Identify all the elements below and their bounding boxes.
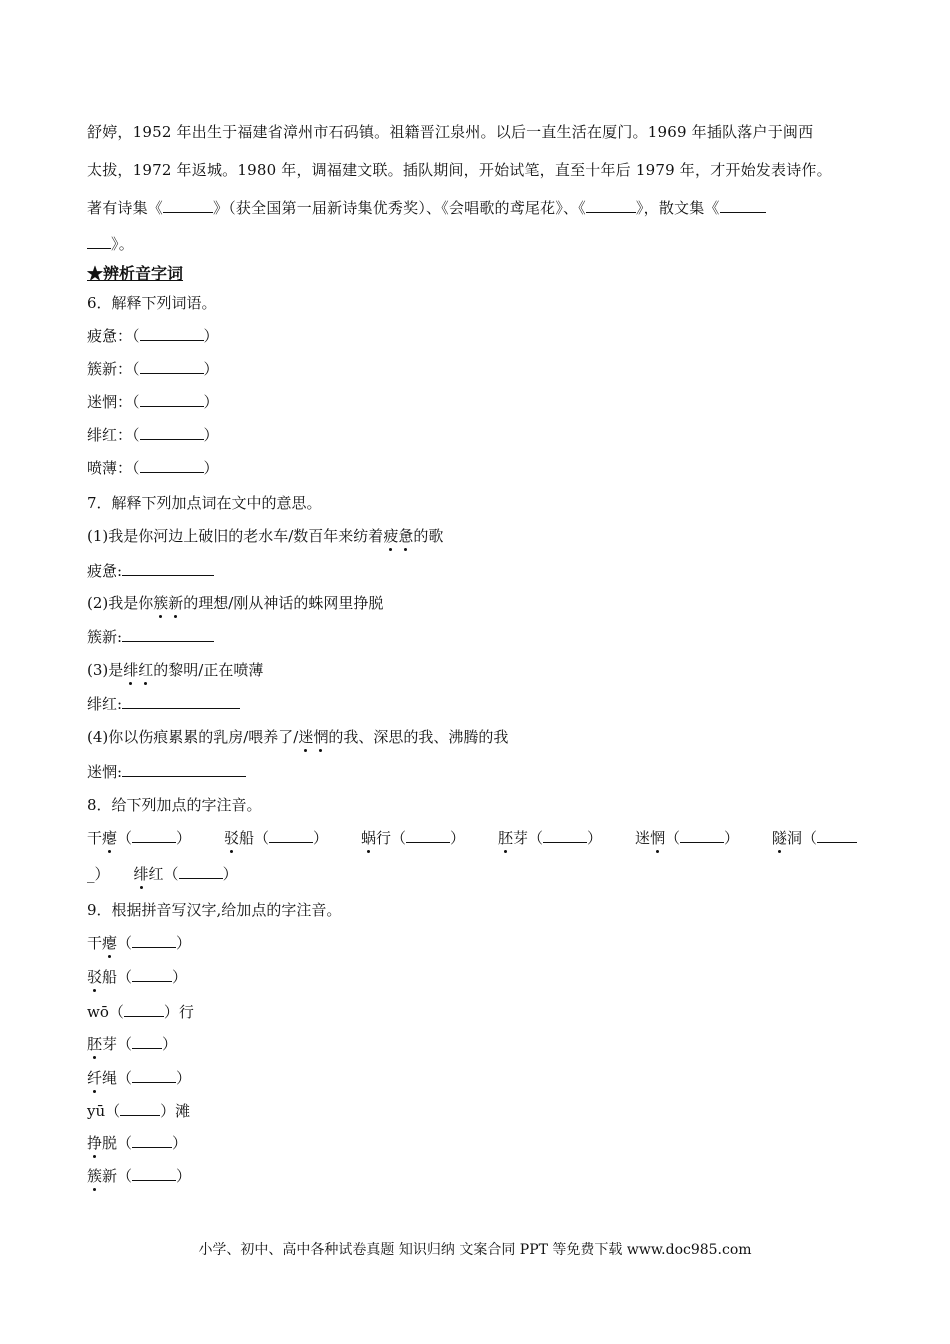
char: 船 [239,829,255,847]
answer-label: 簇新: [87,628,123,646]
paren-close: ） [203,459,219,477]
definition-item [87,392,219,412]
paren-close: ） [222,865,238,883]
pinyin-item [361,828,465,848]
definition-item [87,359,219,379]
paren-close: ） [162,1035,178,1053]
paren-close: ） [203,426,219,444]
answer-blank [543,828,587,843]
question-8-items-cont [87,864,238,884]
dotted-word [383,527,413,545]
dotted-word [383,527,413,545]
answer-blank [163,198,213,213]
paren-open: （ [117,934,133,952]
dotted-char: 惘 [649,829,665,847]
paren-close: ） [176,1069,192,1087]
dotted-char: 胚 [497,829,513,847]
intro-line-3 [87,198,766,218]
sentence-text: 的理想/刚从神话的蛛网里挣脱 [183,594,384,612]
paren-open: （ [527,829,543,847]
answer-blank [122,762,246,777]
answer-blank [132,1166,176,1181]
paren-open: （ [664,829,680,847]
answer-blank [140,392,204,407]
question-7-title: 7．解释下列加点词在文中的意思。 [87,494,322,512]
question-7-answer-2 [87,627,214,647]
char: 洞 [786,829,802,847]
sentence-text: (3)是 [87,661,124,679]
dotted-char: 隧 [771,829,787,847]
question-7-sentence-1 [87,526,443,546]
dotted-word [298,728,328,746]
char: 滩 [175,1102,191,1120]
paren-close: ） [203,327,219,345]
question-7-answer-3 [87,694,240,714]
dotted-char: 瘪 [102,829,118,847]
pinyin-item [772,828,857,848]
char: 船 [102,968,118,986]
char: 行 [178,1003,194,1021]
sentence-text: (1)我是你河边上破旧的老水车/数百年来纺着 [87,527,384,545]
answer-blank [720,198,766,213]
dotted-word [123,661,153,679]
paren-open: （ [132,327,140,345]
answer-blank [122,561,214,576]
intro-text: 》（获全国第一届新诗集优秀奖）、《会唱歌的鸢尾花》、《 [213,199,586,217]
dotted-char: 挣 [87,1134,103,1152]
question-7-answer-1 [87,561,214,581]
dotted-char: 新 [168,594,184,612]
definition-item [87,326,219,346]
paren-open: （ [391,829,407,847]
char: 干 [87,829,103,847]
paren-close: ） [203,393,219,411]
paren-close: ） [172,968,188,986]
sentence-text: 的我、深思的我、沸腾的我 [328,728,509,746]
answer-blank [269,828,313,843]
paren-open: （ [117,1069,133,1087]
question-7-sentence-4 [87,727,508,747]
question-6-title: 6．解释下列词语。 [87,294,217,312]
pinyin-item [87,1034,177,1054]
question-7-answer-4 [87,762,246,782]
answer-blank [132,967,172,982]
paren-open: （ [163,865,179,883]
paren-close: ） [176,934,192,952]
answer-blank [124,1002,164,1017]
pinyin-item [635,828,739,848]
dotted-word [153,594,183,612]
intro-line-1: 舒婷，1952 年出生于福建省漳州市石码镇。祖籍晋江泉州。以后一直生活在厦门。1969 年插队落户于闽西 [87,123,814,141]
char: 绳 [102,1069,118,1087]
dotted-char: 红 [138,661,154,679]
char: 脱 [102,1134,118,1152]
paren-open: （ [132,426,140,444]
definition-item [87,425,219,445]
dotted-char: 驳 [87,968,103,986]
answer-blank [140,359,204,374]
dotted-char: 驳 [223,829,239,847]
term-label: 绯红： [87,426,133,444]
paren-close: ） [723,829,739,847]
answer-label: 迷惘: [87,763,123,781]
underscore: _ [87,865,95,883]
dotted-char: 绯 [123,661,139,679]
char: 芽 [512,829,528,847]
pinyin-item [87,1101,190,1121]
answer-blank [179,864,223,879]
paren-open: （ [117,968,133,986]
answer-label: 绯红: [87,695,123,713]
term-label: 簇新： [87,360,133,378]
question-9-title: 9．根据拼音写汉字,给加点的字注音。 [87,901,342,919]
paren-open: （ [108,1003,124,1021]
paren-open: （ [801,829,817,847]
intro-text: 著有诗集《 [87,199,164,217]
paren-close: ） [160,1102,176,1120]
answer-blank [140,326,204,341]
answer-blank [132,1133,172,1148]
question-7-sentence-3 [87,660,263,680]
paren-close: ） [203,360,219,378]
pinyin-item [87,1133,187,1153]
pinyin-item [87,933,191,953]
answer-blank [122,694,240,709]
pinyin-item [87,1166,191,1186]
term-label: 疲惫： [87,327,133,345]
dotted-char: 惘 [313,728,329,746]
pinyin-item [224,828,328,848]
answer-blank [122,627,214,642]
question-7-sentence-2 [87,593,383,613]
answer-blank [817,828,857,843]
pinyin-item [498,828,602,848]
section-title: ★辨析音字词 [87,264,184,283]
paren-open: （ [117,1035,133,1053]
dotted-char: 胚 [87,1035,103,1053]
paren-close: ） [587,829,603,847]
paren-close: ） [450,829,466,847]
paren-close: ） [94,865,110,883]
sentence-text: (2)我是你 [87,594,154,612]
page-footer: 小学、初中、高中各种试卷真题 知识归纳 文案合同 PPT 等免费下载 www.doc985.com [198,1242,752,1258]
dotted-word [153,594,183,612]
pinyin-item [87,1068,191,1088]
char: yū [87,1102,106,1120]
dotted-char: 迷 [298,728,314,746]
dotted-word [298,728,328,746]
sentence-text: 的黎明/正在喷薄 [153,661,264,679]
sentence-text: 的歌 [413,527,444,545]
dotted-char: 簇 [87,1167,103,1185]
answer-blank [406,828,450,843]
paren-close: ） [313,829,329,847]
char: 干 [87,934,103,952]
answer-blank [586,198,636,213]
char: 行 [375,829,391,847]
question-8-items [87,828,857,848]
question-8-title: 8．给下列加点的字注音。 [87,796,262,814]
char: wō [87,1003,109,1021]
dotted-char: 惫 [398,527,414,545]
answer-blank [132,828,176,843]
dotted-char: 蜗 [360,829,376,847]
answer-blank [680,828,724,843]
paren-open: （ [117,1167,133,1185]
paren-open: （ [132,393,140,411]
char: 新 [102,1167,118,1185]
answer-blank [120,1101,160,1116]
answer-blank [140,425,204,440]
pinyin-item [87,1002,194,1022]
intro-text: 》，散文集《 [635,199,720,217]
paren-close: ） [172,1134,188,1152]
term-label: 喷薄： [87,459,133,477]
paren-open: （ [132,459,140,477]
answer-blank [132,1034,162,1049]
pinyin-item [87,828,191,848]
term-label: 迷惘： [87,393,133,411]
answer-blank [132,933,176,948]
paren-open: （ [254,829,270,847]
dotted-char: 簇 [153,594,169,612]
paren-open: （ [117,829,133,847]
pinyin-item [87,967,187,987]
char: 迷 [634,829,650,847]
paren-close: ） [176,829,192,847]
answer-blank [140,458,204,473]
char: 红 [148,865,164,883]
paren-close: ） [163,1003,179,1021]
dotted-char: 瘪 [102,934,118,952]
intro-text: 》。 [111,235,134,253]
paren-open: （ [117,1134,133,1152]
answer-blank [87,234,111,249]
dotted-word [123,661,153,679]
paren-open: （ [132,360,140,378]
answer-label: 疲惫: [87,562,123,580]
paren-close: ） [176,1167,192,1185]
dotted-char: 疲 [383,527,399,545]
definition-item [87,458,219,478]
char: 芽 [102,1035,118,1053]
paren-open: （ [105,1102,121,1120]
intro-line-4 [87,234,134,254]
intro-line-2: 太拔，1972 年返城。1980 年，调福建文联。插队期间，开始试笔，直至十年后 1979 年，才开始发表诗作。 [87,161,832,179]
dotted-char: 纤 [87,1069,103,1087]
sentence-text: (4)你以伤痕累累的乳房/喂养了/ [87,728,299,746]
answer-blank [132,1068,176,1083]
dotted-char: 绯 [133,865,149,883]
